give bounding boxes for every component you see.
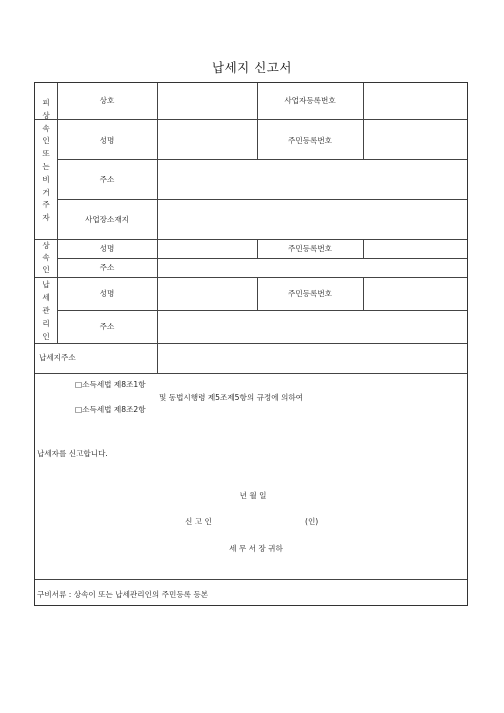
- label-admin-address: 주소: [99, 322, 115, 331]
- addressee: 세 무 서 장 귀하: [229, 544, 283, 553]
- col-divider: [363, 277, 364, 310]
- document-title: 납세지 신고서: [212, 60, 292, 75]
- label-business-reg-no: 사업자등록번호: [284, 96, 336, 105]
- legal-option-1: □소득세법 제8조1항: [75, 380, 146, 389]
- col-divider: [257, 83, 258, 159]
- legal-clause: 및 동법시행령 제5조제5항의 규정에 의하여: [159, 393, 304, 402]
- row-divider: [57, 258, 467, 259]
- label-tax-address: 납세지주소: [39, 353, 76, 362]
- label-name: 성명: [99, 136, 115, 145]
- seal-mark: (인): [305, 517, 319, 526]
- label-business-location: 사업장소재지: [84, 215, 130, 224]
- label-address: 주소: [99, 175, 115, 184]
- col-divider: [57, 83, 58, 343]
- section-label-heir: [35, 239, 57, 277]
- row-divider: [35, 119, 467, 120]
- col-divider: [363, 83, 364, 159]
- section-label-tax-admin: [35, 277, 57, 343]
- legal-option-2: □소득세법 제8조2항: [75, 405, 146, 414]
- row-divider: [57, 159, 467, 160]
- reporter-label: 신 고 인: [185, 517, 212, 526]
- label-heir-resident-reg-no: 주민등록번호: [287, 244, 333, 253]
- col-divider: [257, 239, 258, 258]
- col-divider: [363, 239, 364, 258]
- row-divider: [35, 343, 467, 344]
- date-line: 년 월 일: [239, 491, 267, 500]
- section-label-text: 피상속인또는비거주자: [42, 98, 50, 223]
- label-heir-name: 성명: [99, 244, 115, 253]
- row-divider: [35, 373, 467, 374]
- section-label-heir-or-nonresident: [35, 83, 57, 239]
- row-divider: [35, 579, 467, 580]
- declaration-text: 납세자를 신고합니다.: [37, 449, 108, 458]
- row-divider: [35, 277, 467, 278]
- col-divider: [157, 83, 158, 373]
- label-heir-address: 주소: [99, 263, 115, 272]
- section-label-text: 납세관리인: [42, 279, 50, 341]
- attachments-note: 구비서류 : 상속이 또는 납세관리인의 주민등록 등본: [37, 590, 209, 599]
- col-divider: [257, 277, 258, 310]
- label-resident-reg-no: 주민등록번호: [287, 136, 333, 145]
- row-divider: [57, 310, 467, 311]
- label-admin-resident-reg-no: 주민등록번호: [287, 289, 333, 298]
- row-divider: [57, 199, 467, 200]
- row-divider: [35, 239, 467, 240]
- tax-address-report-form: [34, 82, 468, 606]
- label-admin-name: 성명: [99, 289, 115, 298]
- label-company-name: 상호: [99, 96, 115, 105]
- section-label-text: 상속인: [42, 241, 50, 274]
